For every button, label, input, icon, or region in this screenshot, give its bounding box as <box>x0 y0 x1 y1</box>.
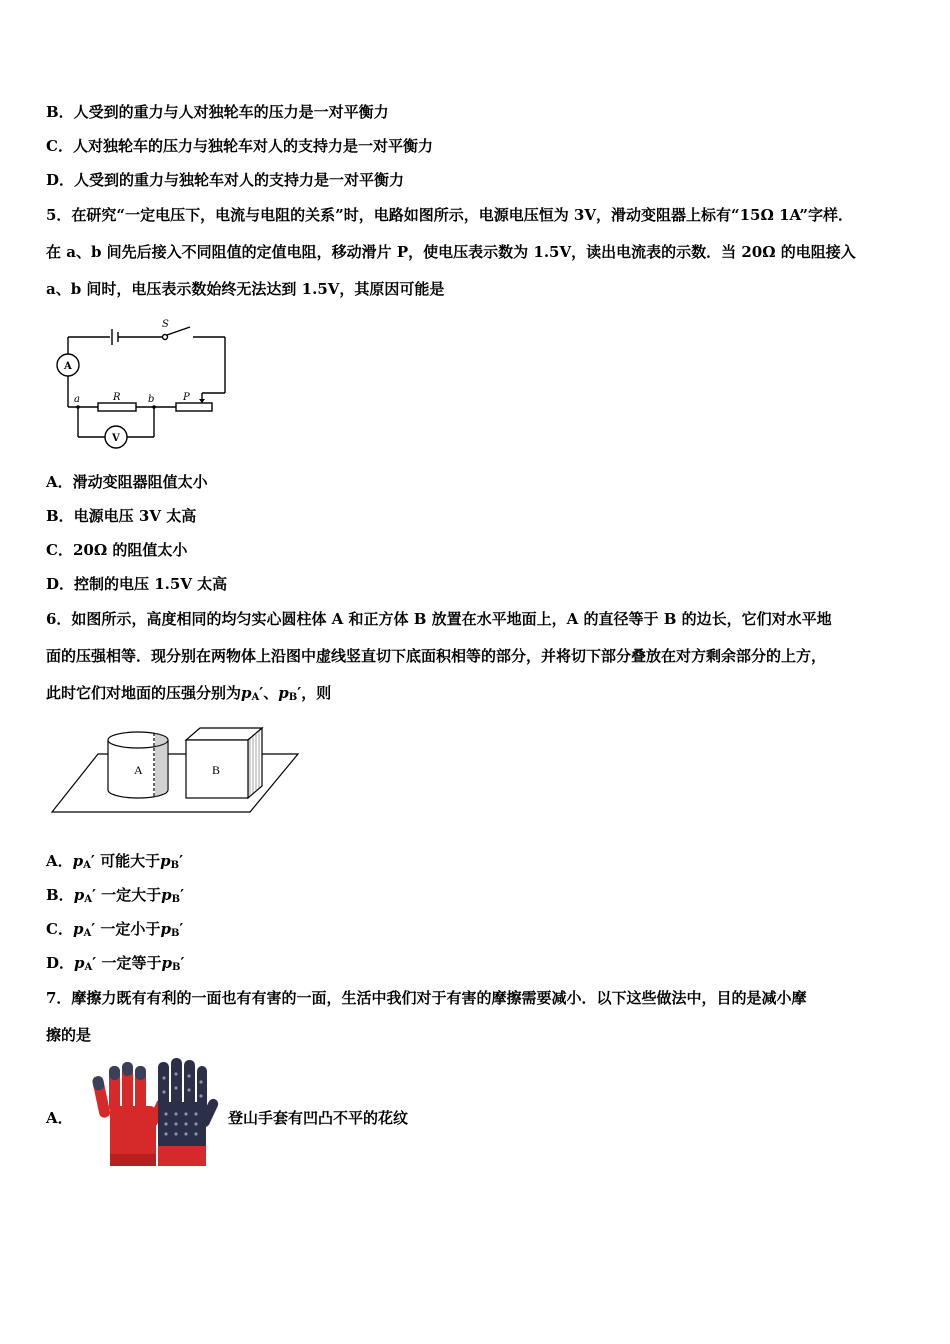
q7-option-a-letter: A． <box>46 1109 73 1127</box>
q5-option-a: A．滑动变阻器阻值太小 <box>46 473 208 491</box>
left-glove <box>92 1062 168 1166</box>
switch-blade <box>167 327 190 335</box>
point-b-label: b <box>148 394 155 405</box>
q6-stem-line2: 面的压强相等．现分别在两物体上沿图中虚线竖直切下底面积相等的部分，并将切下部分叠放在对方剩余部分的上方， <box>46 647 827 665</box>
q5-option-b: B．电源电压 3V 太高 <box>46 507 197 525</box>
q5-stem-line1: 5．在研究“一定电压下，电流与电阻的关系”时，电路如图所示，电源电压恒为 3V，滑动变阻器上标有“15Ω 1A”字样． <box>46 206 853 224</box>
switch-label: S <box>162 319 169 330</box>
q4-option-b: B．人受到的重力与人对独轮车的压力是一对平衡力 <box>46 103 389 121</box>
q7-stem-line1: 7．摩擦力既有有利的一面也有有害的一面，生活中我们对于有害的摩擦需要减小．以下这些做法中，目的是减小摩 <box>46 989 807 1007</box>
resistor-label: R <box>113 392 121 403</box>
circuit-diagram <box>50 315 240 450</box>
q6-option-d: D．$p_A'$ 一定等于$p_B'$ <box>46 954 185 973</box>
q6-stem-line3: 此时它们对地面的压强分别为$p_A'$、$p_B'$，则 <box>46 684 332 703</box>
q6-option-c: C．$p_A'$ 一定小于$p_B'$ <box>46 920 184 939</box>
q6-option-a: A．$p_A'$ 可能大于$p_B'$ <box>46 852 184 871</box>
cylinder-a-top <box>108 732 168 748</box>
q6-option-b: B．$p_A'$ 一定大于$p_B'$ <box>46 886 185 905</box>
q5-option-c: C．20Ω 的阻值太小 <box>46 541 188 559</box>
q5-stem-line3: a、b 间时，电压表示数始终无法达到 1.5V，其原因可能是 <box>46 280 445 298</box>
cube-label: B <box>212 763 221 777</box>
switch-pivot <box>163 335 168 340</box>
resistor-r <box>98 403 136 411</box>
q4-option-c: C．人对独轮车的压力与独轮车对人的支持力是一对平衡力 <box>46 137 433 155</box>
q7-stem-line2: 擦的是 <box>46 1026 92 1044</box>
q5-option-d: D．控制的电压 1.5V 太高 <box>46 575 228 593</box>
cylinder-label: A <box>134 763 143 777</box>
q5-stem-line2: 在 a、b 间先后接入不同阻值的定值电阻，移动滑片 P，使电压表示数为 1.5V，读出电流表的示数．当 20Ω 的电阻接入 <box>46 243 856 261</box>
ammeter-label: A <box>64 361 72 372</box>
q4-option-d: D．人受到的重力与独轮车对人的支持力是一对平衡力 <box>46 171 405 189</box>
voltmeter-label: V <box>112 433 120 444</box>
climbing-gloves-image <box>80 1058 230 1170</box>
rheostat <box>176 403 212 411</box>
point-a-label: a <box>74 394 80 405</box>
slider-label: P <box>183 392 190 403</box>
cylinder-cube-diagram <box>50 722 302 817</box>
q7-option-a-text: 登山手套有凹凸不平的花纹 <box>228 1109 409 1127</box>
right-glove <box>158 1058 220 1166</box>
q6-stem-line1: 6．如图所示，高度相同的均匀实心圆柱体 A 和正方体 B 放置在水平地面上，A 的直径等于 B 的边长，它们对水平地 <box>46 610 832 628</box>
